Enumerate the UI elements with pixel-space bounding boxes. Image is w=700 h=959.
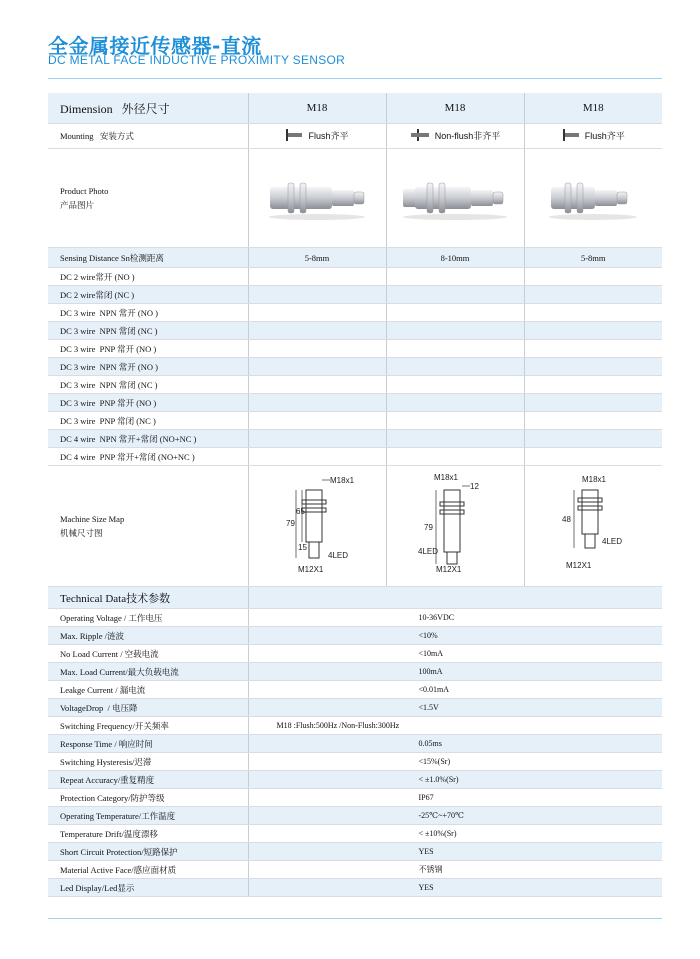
machine-size-label-en: Machine Size Map (60, 514, 125, 524)
technical-data-value: < ±10%(Sr) (248, 825, 662, 843)
page-title-cn: 全金属接近传感器-直流 (48, 34, 262, 58)
sensor-photo-image (262, 173, 372, 223)
sensing-cell: 5-8mm (524, 248, 662, 268)
wiring-label: DC 3 wire NPN 常开 (NO ) (48, 304, 248, 322)
technical-data-value: M18 :Flush:500Hz /Non-Flush:300Hz (248, 717, 662, 735)
flush-mount-icon (562, 129, 582, 141)
wiring-row (48, 322, 662, 340)
technical-data-label: Max. Load Current/最大负载电流 (48, 663, 248, 681)
mounting-row (48, 124, 662, 149)
wiring-row (48, 412, 662, 430)
technical-data-value: IP67 (248, 789, 662, 807)
wiring-row (48, 430, 662, 448)
connector-outline (585, 534, 595, 548)
model-cell: M18 (248, 93, 386, 124)
technical-data-value: <0.01mA (248, 681, 662, 699)
wiring-cell (524, 286, 662, 304)
wiring-cell (248, 322, 386, 340)
connector-label: M12X1 (436, 565, 462, 574)
wiring-cell (386, 358, 524, 376)
wiring-label: DC 4 wire NPN 常开+常闭 (NO+NC ) (48, 430, 248, 448)
technical-data-value: 10-36VDC (248, 609, 662, 627)
model-cell: M18 (524, 93, 662, 124)
technical-data-row (48, 771, 662, 789)
technical-data-row (48, 645, 662, 663)
technical-data-header (48, 587, 662, 609)
wiring-row (48, 358, 662, 376)
wiring-label: DC 4 wire PNP 常开+常闭 (NO+NC ) (48, 448, 248, 466)
thread-label: M18x1 (330, 476, 355, 485)
technical-data-label: Operating Voltage / 工作电压 (48, 609, 248, 627)
wiring-cell (524, 430, 662, 448)
technical-data-row (48, 825, 662, 843)
technical-data-row (48, 627, 662, 645)
wiring-row (48, 268, 662, 286)
wiring-cell (386, 322, 524, 340)
wiring-cell (524, 448, 662, 466)
mounting-label: Mounting 安装方式 (48, 124, 248, 149)
technical-data-row (48, 879, 662, 897)
dimension-label: Dimension 外径尺寸 (48, 93, 248, 124)
flush-mount-icon (285, 129, 305, 141)
wiring-cell (386, 376, 524, 394)
technical-data-row (48, 807, 662, 825)
wiring-label: DC 3 wire PNP 常开 (NO ) (48, 340, 248, 358)
product-photo (248, 149, 386, 248)
mounting-text: Non-flush非齐平 (434, 130, 501, 141)
technical-data-label: Response Time / 响应时间 (48, 735, 248, 753)
wiring-cell (386, 448, 524, 466)
wiring-label: DC 2 wire常闭 (NC ) (48, 286, 248, 304)
spec-table (48, 93, 662, 897)
wiring-cell (386, 286, 524, 304)
wiring-cell (524, 340, 662, 358)
technical-data-label: Protection Category/防护等级 (48, 789, 248, 807)
wiring-cell (386, 304, 524, 322)
led-label: 4LED (328, 551, 349, 560)
wiring-row (48, 286, 662, 304)
wiring-label: DC 3 wire NPN 常开 (NO ) (48, 358, 248, 376)
sensor-body-outline (582, 490, 598, 534)
technical-data-label: Max. Ripple /涟波 (48, 627, 248, 645)
technical-data-row (48, 753, 662, 771)
technical-data-label: Material Active Face/感应面材质 (48, 861, 248, 879)
technical-data-label: Temperature Drift/温度漂移 (48, 825, 248, 843)
sensing-label: Sensing Distance Sn检测距离 (48, 248, 248, 268)
technical-data-label: VoltageDrop / 电压降 (48, 699, 248, 717)
sensing-cell: 5-8mm (248, 248, 386, 268)
wiring-row (48, 304, 662, 322)
photo-label (48, 149, 248, 248)
sensing-row (48, 248, 662, 268)
wiring-cell (524, 322, 662, 340)
technical-data-row (48, 861, 662, 879)
connector-outline (309, 542, 319, 558)
wiring-cell (248, 340, 386, 358)
machine-size-row (48, 466, 662, 587)
wiring-cell (248, 268, 386, 286)
mounting-cell (248, 124, 386, 149)
wiring-cell (248, 358, 386, 376)
wiring-cell (248, 286, 386, 304)
technical-data-header-cell (248, 587, 662, 609)
technical-data-label: Technical Data技术参数 (48, 587, 248, 609)
wiring-cell (386, 430, 524, 448)
wiring-cell (524, 394, 662, 412)
wiring-label: DC 3 wire PNP 常开 (NO ) (48, 394, 248, 412)
technical-data-label: Operating Temperature/工作温度 (48, 807, 248, 825)
wiring-cell (524, 358, 662, 376)
technical-data-value: < ±1.0%(Sr) (248, 771, 662, 789)
wiring-cell (248, 430, 386, 448)
technical-data-row (48, 789, 662, 807)
connector-label: M12X1 (298, 565, 324, 574)
wiring-cell (524, 412, 662, 430)
sensor-photo-image (543, 173, 643, 223)
technical-data-label: Switching Frequency/开关频率 (48, 717, 248, 735)
wiring-row (48, 448, 662, 466)
wiring-cell (524, 376, 662, 394)
wiring-cell (524, 304, 662, 322)
length-label: 15 (298, 543, 307, 552)
wiring-cell (386, 340, 524, 358)
technical-data-value: <10% (248, 627, 662, 645)
length-label: 79 (424, 523, 433, 532)
technical-data-value: 100mA (248, 663, 662, 681)
wiring-label: DC 3 wire NPN 常闭 (NC ) (48, 376, 248, 394)
dimension-drawing (538, 472, 648, 580)
connector-outline (447, 552, 457, 564)
wiring-cell (248, 448, 386, 466)
wiring-cell (248, 394, 386, 412)
wiring-cell (386, 394, 524, 412)
dimension-drawing (262, 472, 372, 580)
nonflush-mount-icon (410, 129, 432, 141)
mounting-cell (524, 124, 662, 149)
technical-data-label: Short Circuit Protection/短路保护 (48, 843, 248, 861)
wiring-cell (386, 268, 524, 286)
sensor-body-outline (306, 490, 322, 542)
photo-row (48, 149, 662, 248)
technical-data-row (48, 609, 662, 627)
footer-divider (48, 918, 662, 919)
technical-data-row (48, 843, 662, 861)
technical-data-label: No Load Current / 空载电流 (48, 645, 248, 663)
machine-size-cell (524, 466, 662, 587)
wiring-cell (248, 412, 386, 430)
technical-data-value: <1.5V (248, 699, 662, 717)
wiring-row (48, 376, 662, 394)
wiring-cell (524, 268, 662, 286)
page-title-en: DC METAL FACE INDUCTIVE PROXIMITY SENSOR (48, 53, 346, 67)
dimension-row (48, 93, 662, 124)
length-label: 79 (286, 519, 295, 528)
technical-data-label: Leakge Current / 漏电流 (48, 681, 248, 699)
dimension-drawing (400, 472, 510, 580)
length-label: 65 (296, 507, 305, 516)
machine-size-label-cn: 机械尺寸图 (60, 528, 103, 538)
technical-data-row (48, 699, 662, 717)
technical-data-value: 0.05ms (248, 735, 662, 753)
technical-data-row (48, 735, 662, 753)
thread-label: M18x1 (582, 475, 607, 484)
wiring-row (48, 394, 662, 412)
product-photo (386, 149, 524, 248)
machine-size-label (48, 466, 248, 587)
technical-data-label: Repeat Accuracy/重复精度 (48, 771, 248, 789)
wiring-label: DC 3 wire PNP 常闭 (NC ) (48, 412, 248, 430)
product-photo (524, 149, 662, 248)
technical-data-row (48, 681, 662, 699)
connector-label: M12X1 (566, 561, 592, 570)
sensor-photo-image (395, 173, 515, 223)
model-cell: M18 (386, 93, 524, 124)
technical-data-label: Led Display/Led显示 (48, 879, 248, 897)
led-label: 4LED (602, 537, 623, 546)
technical-data-label: Switching Hysteresis/迟滞 (48, 753, 248, 771)
technical-data-row (48, 663, 662, 681)
wiring-cell (386, 412, 524, 430)
wiring-label: DC 3 wire NPN 常闭 (NC ) (48, 322, 248, 340)
led-label: 4LED (418, 547, 439, 556)
sensor-body-outline (444, 490, 460, 552)
technical-data-value: YES (248, 843, 662, 861)
technical-data-value: <10mA (248, 645, 662, 663)
machine-size-cell (248, 466, 386, 587)
wiring-cell (248, 376, 386, 394)
length-label: 12 (470, 482, 479, 491)
technical-data-value: -25℃~+70℃ (248, 807, 662, 825)
mounting-text: Flush齐平 (584, 130, 625, 141)
wiring-label: DC 2 wire常开 (NO ) (48, 268, 248, 286)
wiring-row (48, 340, 662, 358)
wiring-cell (248, 304, 386, 322)
length-label: 48 (562, 515, 572, 524)
photo-label-en: Product Photo (60, 186, 109, 196)
technical-data-value: YES (248, 879, 662, 897)
sensing-cell: 8-10mm (386, 248, 524, 268)
technical-data-row (48, 717, 662, 735)
technical-data-value: <15%(Sr) (248, 753, 662, 771)
mounting-text: Flush齐平 (308, 130, 349, 141)
mounting-cell (386, 124, 524, 149)
thread-label: M18x1 (433, 473, 459, 482)
machine-size-cell (386, 466, 524, 587)
header-divider (48, 78, 662, 79)
photo-label-cn: 产品图片 (60, 200, 95, 210)
technical-data-value: 不锈钢 (248, 861, 662, 879)
